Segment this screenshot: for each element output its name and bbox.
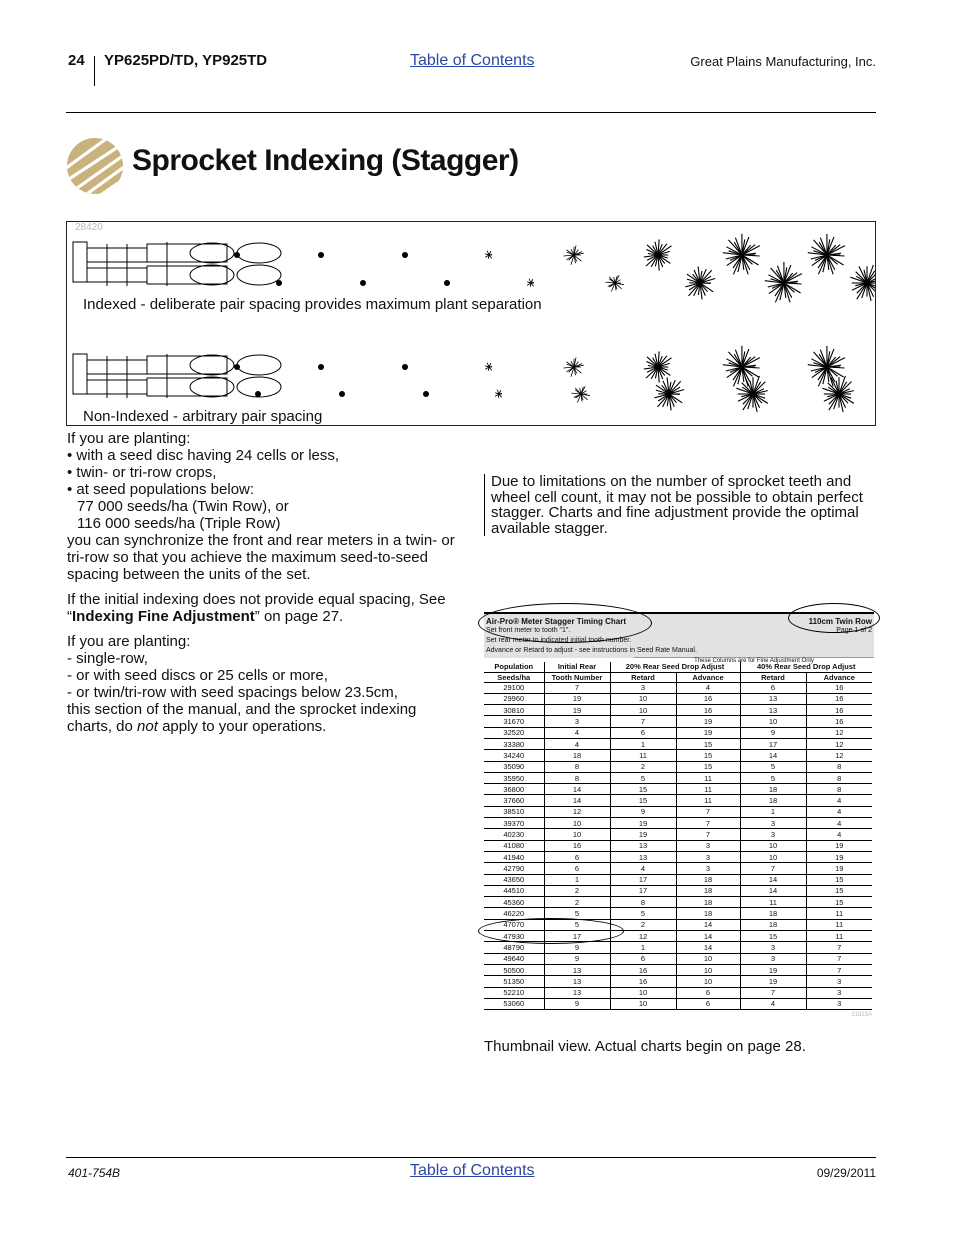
table-row — [484, 897, 872, 908]
caption-indexed: Indexed - deliberate pair spacing provides maximum plant separation — [83, 296, 542, 313]
table-cell: 3 — [676, 863, 740, 874]
table-cell: 4 — [544, 738, 610, 749]
table-cell: 7 — [740, 987, 806, 998]
table-cell: 7 — [740, 863, 806, 874]
table-cell: 3 — [806, 976, 872, 987]
table-cell: 41080 — [484, 840, 544, 851]
table-row — [484, 987, 872, 998]
table-cell: 30810 — [484, 705, 544, 716]
table-cell: 4 — [806, 795, 872, 806]
table-cell: 3 — [806, 987, 872, 998]
table-cell: 4 — [544, 727, 610, 738]
table-cell: 18 — [740, 919, 806, 930]
table-cell: 16 — [806, 693, 872, 704]
seed-dot — [402, 364, 408, 370]
table-cell: 47930 — [484, 931, 544, 942]
table-cell: 19 — [740, 976, 806, 987]
table-cell: 9 — [544, 953, 610, 964]
doc-date: 09/29/2011 — [816, 1166, 876, 1180]
table-cell: 18 — [676, 897, 740, 908]
plant-sprout — [485, 251, 492, 259]
emphasis-not: not — [137, 718, 158, 735]
limitations-note: Due to limitations on the number of sprocket teeth and wheel cell count, it may not be possible to obtain perfect stagger. Charts and fine adjustment provide the optimal available stagger. — [484, 474, 876, 536]
list-item: - or with seed discs or 25 cells or more, — [67, 667, 328, 684]
table-cell: 10 — [676, 953, 740, 964]
column-header: Initial Rear — [544, 662, 610, 672]
planter-illustration — [67, 222, 875, 425]
text-body: you can synchronize the front and rear meters in a twin- or tri-row so that you achieve the maximum seed-to-seed spacing between the units of the set. — [67, 532, 455, 583]
table-cell: 15 — [806, 874, 872, 885]
table-cell: 16 — [676, 693, 740, 704]
table-cell: 4 — [676, 682, 740, 693]
table-cell: 10 — [610, 998, 676, 1009]
plant-sprout — [605, 275, 624, 291]
timing-table-body — [484, 682, 872, 1010]
table-cell: 7 — [676, 829, 740, 840]
table-cell: 3 — [544, 716, 610, 727]
table-cell: 1 — [610, 942, 676, 953]
table-row — [484, 772, 872, 783]
table-cell: 10 — [740, 851, 806, 862]
table-cell: 6 — [544, 851, 610, 862]
table-cell: 31670 — [484, 716, 544, 727]
table-cell: 17 — [544, 931, 610, 942]
seed-dot — [339, 391, 345, 397]
table-cell: 15 — [676, 761, 740, 772]
column-group-header: 20% Rear Seed Drop Adjust — [610, 662, 740, 672]
table-cell: 10 — [676, 964, 740, 975]
table-cell: 3 — [740, 818, 806, 829]
table-cell: 8 — [806, 761, 872, 772]
toc-link-bottom[interactable]: Table of Contents — [410, 1162, 535, 1179]
table-cell: 10 — [676, 976, 740, 987]
list-item: - or twin/tri-row with seed spacings below 23.5cm, — [67, 684, 398, 701]
table-cell: 5 — [544, 908, 610, 919]
table-cell: 6 — [740, 682, 806, 693]
table-cell: 5 — [740, 761, 806, 772]
bullet-item: • twin- or tri-row crops, — [67, 464, 217, 481]
table-cell: 16 — [806, 682, 872, 693]
table-row — [484, 874, 872, 885]
table-cell: 19 — [610, 818, 676, 829]
table-cell: 33380 — [484, 738, 544, 749]
chart-row-type: 110cm Twin Row — [808, 617, 872, 626]
footer-rule — [66, 1157, 876, 1158]
table-cell: 6 — [676, 998, 740, 1009]
table-cell: 1 — [740, 806, 806, 817]
table-cell: 19 — [740, 964, 806, 975]
table-cell: 5 — [610, 772, 676, 783]
table-cell: 34240 — [484, 750, 544, 761]
table-cell: 53060 — [484, 998, 544, 1009]
table-cell: 10 — [740, 716, 806, 727]
table-cell: 15 — [610, 795, 676, 806]
table-cell: 15 — [806, 885, 872, 896]
table-cell: 17 — [740, 738, 806, 749]
table-cell: 11 — [610, 750, 676, 761]
table-cell: 46220 — [484, 908, 544, 919]
bullet-item: • at seed populations below: — [67, 481, 255, 498]
table-cell: 12 — [806, 727, 872, 738]
plant-sprout — [723, 346, 760, 386]
plant-sprout — [822, 376, 854, 412]
table-cell: 5 — [544, 919, 610, 930]
seed-dot — [318, 364, 324, 370]
chart-page: Page 1 of 2 — [836, 627, 872, 634]
table-cell: 35090 — [484, 761, 544, 772]
planter-row-unit-non-indexed — [73, 354, 281, 398]
table-cell: 7 — [806, 953, 872, 964]
table-cell: 45360 — [484, 897, 544, 908]
plant-sprout — [495, 390, 502, 398]
table-cell: 19 — [676, 716, 740, 727]
table-row — [484, 829, 872, 840]
table-cell: 49640 — [484, 953, 544, 964]
caption-non-indexed: Non-Indexed - arbitrary pair spacing — [83, 408, 323, 425]
great-plains-logo-icon — [66, 137, 124, 195]
table-cell: 19 — [806, 851, 872, 862]
chart-footer-id: 31823A — [851, 1012, 872, 1019]
planter-row-unit-indexed — [73, 242, 281, 286]
table-row — [484, 976, 872, 987]
table-cell: 38510 — [484, 806, 544, 817]
table-cell: 4 — [740, 998, 806, 1009]
table-cell: 8 — [806, 772, 872, 783]
table-cell: 7 — [806, 964, 872, 975]
column-header: Seeds/ha — [484, 672, 544, 682]
table-cell: 9 — [544, 998, 610, 1009]
table-row — [484, 682, 872, 693]
seed-dot — [360, 280, 366, 286]
table-row — [484, 727, 872, 738]
table-cell: 35950 — [484, 772, 544, 783]
plant-sprout — [564, 358, 584, 377]
stagger-timing-chart — [484, 612, 874, 1018]
table-cell: 1 — [544, 874, 610, 885]
table-cell: 11 — [676, 784, 740, 795]
table-row — [484, 693, 872, 704]
table-cell: 52210 — [484, 987, 544, 998]
table-cell: 19 — [544, 693, 610, 704]
highlight-circle-row — [478, 918, 624, 944]
chart-instruction: Set rear meter to indicated initial tooth number. — [486, 637, 632, 644]
table-cell: 10 — [610, 693, 676, 704]
chart-instruction: Set front meter to tooth "1". — [486, 627, 571, 634]
table-cell: 19 — [676, 727, 740, 738]
table-cell: 2 — [544, 885, 610, 896]
seed-dot — [444, 280, 450, 286]
table-cell: 13 — [544, 976, 610, 987]
plant-sprout — [765, 262, 802, 302]
table-cell: 12 — [806, 750, 872, 761]
table-cell: 50500 — [484, 964, 544, 975]
table-cell: 2 — [610, 761, 676, 772]
text-line: this section of the manual, and the sprocket indexing — [67, 701, 417, 718]
table-row — [484, 761, 872, 772]
table-cell: 6 — [610, 727, 676, 738]
table-cell: 7 — [676, 818, 740, 829]
table-cell: 8 — [544, 761, 610, 772]
table-cell: 18 — [676, 908, 740, 919]
table-row — [484, 806, 872, 817]
table-cell: 18 — [740, 795, 806, 806]
table-cell: 14 — [676, 919, 740, 930]
table-cell: 14 — [740, 874, 806, 885]
table-cell: 15 — [610, 784, 676, 795]
table-cell: 14 — [676, 931, 740, 942]
table-cell: 15 — [676, 750, 740, 761]
fine-adjustment-link[interactable]: Indexing Fine Adjustment — [72, 608, 255, 625]
table-cell: 18 — [544, 750, 610, 761]
table-row — [484, 953, 872, 964]
plant-sprout — [485, 363, 492, 371]
table-cell: 11 — [676, 795, 740, 806]
column-group-header: 40% Rear Seed Drop Adjust — [740, 662, 872, 672]
table-cell: 6 — [610, 953, 676, 964]
text-fragment: If the initial indexing does not provide equal spacing, See “ — [67, 591, 446, 625]
table-cell: 29960 — [484, 693, 544, 704]
table-cell: 3 — [740, 953, 806, 964]
table-row — [484, 795, 872, 806]
table-cell: 14 — [544, 784, 610, 795]
text-fragment: charts, do — [67, 718, 138, 735]
chart-title: Air-Pro® Meter Stagger Timing Chart — [486, 617, 626, 626]
table-cell: 11 — [806, 908, 872, 919]
table-cell: 14 — [544, 795, 610, 806]
page-number: 24 — [68, 52, 85, 69]
list-item: - single-row, — [67, 650, 148, 667]
plant-sprout — [644, 239, 672, 270]
column-header: Retard — [610, 672, 676, 682]
table-row — [484, 840, 872, 851]
table-cell: 41940 — [484, 851, 544, 862]
table-row — [484, 818, 872, 829]
population-item: 116 000 seeds/ha (Triple Row) — [77, 515, 281, 532]
table-cell: 12 — [610, 931, 676, 942]
plant-sprout — [723, 234, 760, 274]
table-cell: 43650 — [484, 874, 544, 885]
table-cell: 16 — [610, 976, 676, 987]
table-cell: 14 — [676, 942, 740, 953]
table-row — [484, 964, 872, 975]
table-cell: 4 — [806, 806, 872, 817]
table-cell: 16 — [806, 705, 872, 716]
table-cell: 18 — [740, 908, 806, 919]
table-cell: 14 — [740, 885, 806, 896]
table-cell: 19 — [806, 840, 872, 851]
table-cell: 13 — [544, 987, 610, 998]
table-cell: 37660 — [484, 795, 544, 806]
chart-instruction: Advance or Retard to adjust - see instructions in Seed Rate Manual. — [486, 647, 697, 654]
seed-dot — [318, 252, 324, 258]
table-cell: 44510 — [484, 885, 544, 896]
table-cell: 16 — [806, 716, 872, 727]
column-header: Tooth Number — [544, 672, 610, 682]
bullet-item: • with a seed disc having 24 cells or less, — [67, 447, 340, 464]
table-cell: 3 — [676, 851, 740, 862]
table-cell: 13 — [610, 851, 676, 862]
plant-sprout — [564, 246, 584, 265]
seed-dot — [255, 391, 261, 397]
table-cell: 15 — [676, 738, 740, 749]
table-cell: 11 — [806, 919, 872, 930]
table-cell: 39370 — [484, 818, 544, 829]
table-cell: 16 — [610, 964, 676, 975]
table-cell: 9 — [544, 942, 610, 953]
table-row — [484, 863, 872, 874]
table-cell: 9 — [740, 727, 806, 738]
table-cell: 7 — [806, 942, 872, 953]
table-cell: 16 — [676, 705, 740, 716]
table-cell: 11 — [740, 897, 806, 908]
plant-sequence — [234, 234, 875, 412]
highlight-circle-row-type — [788, 603, 880, 633]
table-cell: 13 — [740, 705, 806, 716]
table-cell: 8 — [610, 897, 676, 908]
section-title: Sprocket Indexing (Stagger) — [132, 144, 519, 177]
thumbnail-caption: Thumbnail view. Actual charts begin on page 28. — [484, 1038, 806, 1055]
model-name: YP625PD/TD, YP925TD — [104, 52, 268, 69]
table-cell: 32520 — [484, 727, 544, 738]
table-row — [484, 998, 872, 1009]
company-name: Great Plains Manufacturing, Inc. — [690, 54, 876, 69]
plant-sprout — [808, 234, 845, 274]
table-cell: 51350 — [484, 976, 544, 987]
text-fragment: apply to your operations. — [157, 718, 327, 735]
table-cell: 1 — [610, 738, 676, 749]
text-fragment: ” on page 27. — [254, 608, 344, 625]
table-cell: 13 — [610, 840, 676, 851]
table-cell: 3 — [740, 942, 806, 953]
header-rule — [66, 112, 876, 113]
plant-sprout — [685, 267, 715, 300]
table-cell: 3 — [610, 682, 676, 693]
column-header: Advance — [806, 672, 872, 682]
table-cell: 10 — [544, 818, 610, 829]
table-cell: 4 — [806, 818, 872, 829]
table-cell: 18 — [740, 784, 806, 795]
table-cell: 17 — [610, 874, 676, 885]
table-cell: 15 — [806, 897, 872, 908]
table-cell: 12 — [806, 738, 872, 749]
table-cell: 11 — [806, 931, 872, 942]
table-cell: 3 — [676, 840, 740, 851]
paragraph-not-applicable — [67, 633, 459, 735]
table-cell: 6 — [676, 987, 740, 998]
table-row — [484, 738, 872, 749]
table-cell: 15 — [740, 931, 806, 942]
table-cell: 10 — [610, 705, 676, 716]
table-cell: 7 — [676, 806, 740, 817]
text-line: If you are planting: — [67, 633, 191, 650]
table-cell: 12 — [544, 806, 610, 817]
plant-sprout — [850, 265, 875, 301]
table-cell: 17 — [610, 885, 676, 896]
table-cell: 16 — [544, 840, 610, 851]
table-cell: 19 — [806, 863, 872, 874]
fine-adjust-note: These Columns are for Fine Adjustment Only — [634, 657, 874, 665]
table-cell: 19 — [610, 829, 676, 840]
timing-table — [484, 662, 872, 1010]
table-cell: 40230 — [484, 829, 544, 840]
table-cell: 18 — [676, 874, 740, 885]
header-divider — [94, 56, 95, 86]
table-cell: 2 — [610, 919, 676, 930]
table-cell: 13 — [544, 964, 610, 975]
table-cell: 8 — [806, 784, 872, 795]
table-cell: 4 — [806, 829, 872, 840]
table-cell: 10 — [544, 829, 610, 840]
table-cell: 47070 — [484, 919, 544, 930]
table-cell: 2 — [544, 897, 610, 908]
table-cell: 11 — [676, 772, 740, 783]
plant-sprout — [527, 279, 534, 287]
seed-dot — [234, 364, 240, 370]
table-cell: 8 — [544, 772, 610, 783]
table-cell: 9 — [610, 806, 676, 817]
toc-link-top[interactable]: Table of Contents — [410, 52, 535, 69]
population-item: 77 000 seeds/ha (Twin Row), or — [77, 498, 289, 515]
table-cell: 7 — [610, 716, 676, 727]
seed-dot — [234, 252, 240, 258]
table-cell: 13 — [740, 693, 806, 704]
column-header: Advance — [676, 672, 740, 682]
table-row — [484, 784, 872, 795]
table-row — [484, 716, 872, 727]
table-row — [484, 885, 872, 896]
plant-sprout — [571, 386, 590, 402]
figure-id: 28420 — [75, 222, 103, 233]
table-cell: 3 — [806, 998, 872, 1009]
table-cell: 10 — [610, 987, 676, 998]
table-cell: 48790 — [484, 942, 544, 953]
table-cell: 18 — [676, 885, 740, 896]
text-line: If you are planting: — [67, 430, 191, 447]
table-cell: 10 — [740, 840, 806, 851]
table-cell: 7 — [544, 682, 610, 693]
left-column — [67, 430, 459, 743]
seed-dot — [276, 280, 282, 286]
table-cell: 19 — [544, 705, 610, 716]
table-cell: 29100 — [484, 682, 544, 693]
table-row — [484, 705, 872, 716]
table-cell: 36800 — [484, 784, 544, 795]
table-cell: 3 — [740, 829, 806, 840]
column-header: Population — [484, 662, 544, 672]
paragraph-fine-adjustment — [67, 591, 459, 625]
table-row — [484, 750, 872, 761]
highlight-circle-title — [478, 603, 652, 643]
table-row — [484, 851, 872, 862]
seed-dot — [423, 391, 429, 397]
table-cell: 14 — [740, 750, 806, 761]
table-cell: 5 — [610, 908, 676, 919]
table-cell: 42790 — [484, 863, 544, 874]
paragraph-planting-conditions — [67, 430, 459, 583]
table-cell: 6 — [544, 863, 610, 874]
doc-number: 401-754B — [68, 1166, 121, 1180]
column-header: Retard — [740, 672, 806, 682]
stagger-figure — [66, 221, 876, 426]
plant-sprout — [736, 376, 768, 412]
seed-dot — [402, 252, 408, 258]
table-cell: 4 — [610, 863, 676, 874]
table-cell: 5 — [740, 772, 806, 783]
